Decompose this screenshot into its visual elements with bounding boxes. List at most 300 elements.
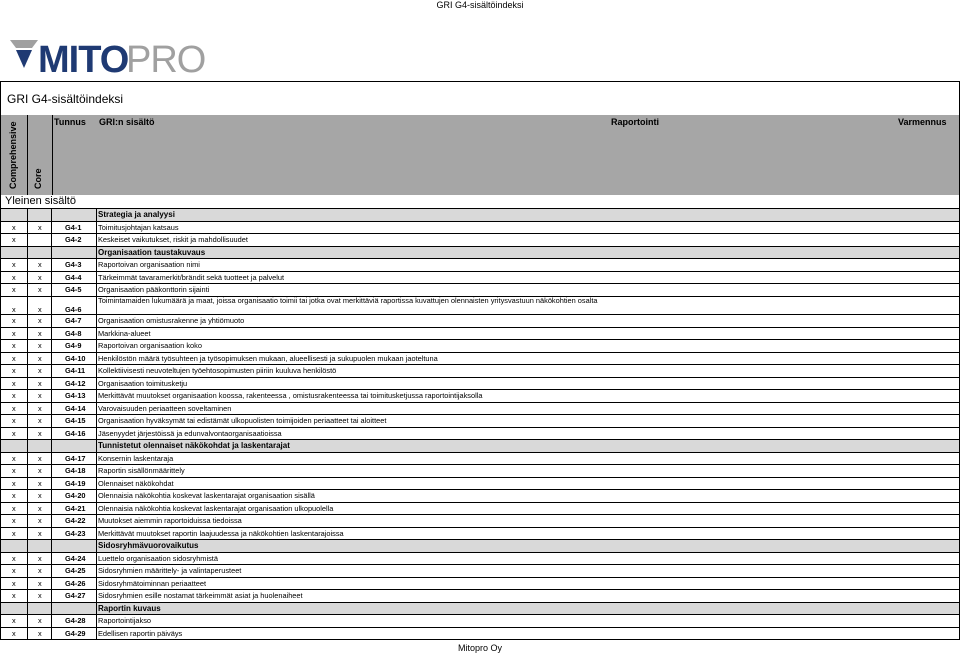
comprehensive-cell [0, 378, 28, 390]
code-cell [52, 415, 97, 427]
code-cell [52, 259, 97, 271]
core-cell-text: x [38, 591, 42, 600]
comprehensive-cell-text: x [12, 328, 16, 338]
table-row [0, 465, 960, 478]
comprehensive-cell [0, 528, 28, 540]
code-cell-text: G4-4 [65, 272, 82, 282]
description-cell [97, 615, 960, 627]
description-cell [97, 578, 960, 590]
description-cell-text: Olennaisia näkökohtia koskevat laskentarajat organisaation sisällä [98, 491, 315, 500]
comprehensive-cell-text: x [12, 578, 16, 588]
core-cell [27, 390, 52, 402]
description-cell-text: Organisaation taustakuvaus [98, 247, 206, 257]
page-title: GRI G4-sisältöindeksi [436, 0, 524, 10]
description-cell [97, 540, 960, 552]
section-general [0, 195, 960, 209]
comprehensive-cell-text: x [12, 428, 16, 438]
code-cell [52, 284, 97, 296]
core-cell [27, 340, 52, 352]
description-cell [97, 490, 960, 502]
core-cell [27, 440, 52, 452]
description-cell-text: Organisaation toimitusketju [98, 378, 188, 388]
code-cell-text: G4-25 [65, 566, 86, 575]
core-cell [27, 315, 52, 327]
code-cell [52, 272, 97, 284]
svg-text:MITO: MITO [38, 39, 129, 81]
code-cell-text: G4-15 [65, 416, 86, 425]
description-cell [97, 565, 960, 577]
code-cell-text: G4-20 [65, 491, 86, 500]
section-row [0, 603, 960, 616]
description-cell-text: Luettelo organisaation sidosryhmistä [98, 553, 218, 563]
comprehensive-cell [0, 440, 28, 452]
code-cell-text: G4-11 [65, 366, 86, 375]
comprehensive-cell [0, 453, 28, 465]
description-cell [97, 415, 960, 427]
comprehensive-cell [0, 628, 28, 640]
description-cell-text: Olennaiset näkökohdat [98, 478, 174, 488]
table-row [0, 578, 960, 591]
core-cell [27, 365, 52, 377]
code-cell-text: G4-3 [65, 260, 82, 269]
table-row [0, 340, 960, 353]
code-cell-text: G4-24 [65, 553, 86, 563]
comprehensive-cell-text: x [12, 453, 16, 463]
code-cell-text: G4-8 [65, 328, 82, 338]
code-cell [52, 590, 97, 602]
description-cell-text: Toimintamaiden lukumäärä ja maat, joissa organisaatio toimii tai jotka ovat merkittäviä raportissa kuvattujen olennaisten yritysvastuun näkökohtien osalta [98, 295, 598, 305]
code-cell [52, 353, 97, 365]
core-cell-text: x [38, 453, 42, 463]
code-cell-text: G4-17 [65, 453, 86, 463]
core-cell-text: x [38, 366, 42, 375]
table-row [0, 272, 960, 285]
comprehensive-cell-text: x [12, 222, 16, 232]
core-cell-text [27, 235, 38, 244]
description-cell-text: Organisaation omistusrakenne ja yhtiömuoto [98, 316, 245, 325]
code-cell-text: G4-21 [65, 503, 86, 513]
core-cell-text: x [38, 378, 42, 388]
core-cell [27, 222, 52, 234]
section-row [0, 440, 960, 453]
code-cell [52, 340, 97, 352]
code-cell-text: G4-18 [65, 466, 86, 475]
code-cell-text: G4-9 [65, 341, 82, 350]
comprehensive-cell [0, 565, 28, 577]
code-cell-text: G4-7 [65, 316, 82, 325]
comprehensive-cell [0, 284, 28, 296]
code-cell [52, 490, 97, 502]
table-row [0, 328, 960, 341]
code-cell [52, 565, 97, 577]
description-cell [97, 315, 960, 327]
code-cell-text: G4-5 [65, 285, 82, 294]
description-cell [97, 440, 960, 452]
comprehensive-cell-text: x [12, 466, 16, 475]
table-row [0, 628, 960, 641]
description-cell [97, 328, 960, 340]
core-cell-text: x [38, 391, 42, 400]
table-row [0, 297, 960, 316]
code-cell-text: G4-27 [65, 591, 86, 600]
mitopro-logo [10, 38, 206, 81]
section-row [0, 247, 960, 260]
table-row [0, 490, 960, 503]
section-general-label: Yleinen sisältö [5, 195, 76, 207]
comprehensive-cell [0, 503, 28, 515]
table-header [0, 115, 960, 196]
table-row [0, 453, 960, 466]
description-cell [97, 259, 960, 271]
code-cell [52, 209, 97, 221]
comprehensive-cell [0, 315, 28, 327]
table-row [0, 365, 960, 378]
core-cell-text: x [38, 222, 42, 232]
table-row [0, 415, 960, 428]
comprehensive-cell [0, 209, 28, 221]
core-cell [27, 209, 52, 221]
code-cell [52, 503, 97, 515]
header-tunnus: Tunnus [54, 117, 86, 127]
description-cell [97, 503, 960, 515]
comprehensive-cell-text: x [12, 416, 16, 425]
description-cell [97, 465, 960, 477]
core-cell-text: x [38, 578, 42, 588]
table-row [0, 284, 960, 297]
table-row [0, 528, 960, 541]
comprehensive-cell-text: x [12, 503, 16, 513]
description-cell-text: Raportoivan organisaation nimi [98, 260, 200, 269]
comprehensive-cell [0, 234, 28, 246]
description-cell-text: Organisaation pääkonttorin sijainti [98, 285, 210, 294]
core-cell [27, 247, 52, 259]
core-cell-text: x [38, 341, 42, 350]
description-cell [97, 428, 960, 440]
comprehensive-cell-text: x [12, 316, 16, 325]
description-cell [97, 222, 960, 234]
code-cell [52, 440, 97, 452]
description-cell-text: Strategia ja analyysi [98, 210, 175, 219]
description-cell [97, 390, 960, 402]
description-cell [97, 378, 960, 390]
description-cell-text: Olennaisia näkökohtia koskevat laskentarajat organisaation ulkopuolella [98, 503, 334, 513]
header-comprehensive: Comprehensive [8, 121, 18, 189]
core-cell [27, 478, 52, 490]
description-cell [97, 272, 960, 284]
description-cell-text: Konsernin laskentaraja [98, 453, 174, 463]
code-cell [52, 453, 97, 465]
section-row [0, 209, 960, 222]
comprehensive-cell [0, 428, 28, 440]
description-cell [97, 453, 960, 465]
core-cell [27, 603, 52, 615]
table-row [0, 222, 960, 235]
comprehensive-cell [0, 328, 28, 340]
description-cell-text: Markkina-alueet [98, 328, 151, 338]
table-row [0, 353, 960, 366]
description-cell [97, 365, 960, 377]
description-cell-text: Sidosryhmätoiminnan periaatteet [98, 578, 207, 588]
description-cell [97, 209, 960, 221]
core-cell-text: x [38, 260, 42, 269]
comprehensive-cell [0, 415, 28, 427]
description-cell-text: Varovaisuuden periaatteen soveltaminen [98, 403, 232, 413]
table-row [0, 403, 960, 416]
code-cell-text: G4-1 [65, 222, 82, 232]
core-cell-text: x [38, 553, 42, 563]
core-cell [27, 428, 52, 440]
code-cell [52, 428, 97, 440]
core-cell [27, 578, 52, 590]
description-cell [97, 234, 960, 246]
comprehensive-cell-text: x [12, 353, 16, 363]
table-row [0, 565, 960, 578]
core-cell-text: x [38, 428, 42, 438]
code-cell-text: G4-29 [65, 628, 86, 638]
table-row [0, 315, 960, 328]
comprehensive-cell [0, 365, 28, 377]
description-cell-text: Raportin kuvaus [98, 603, 161, 613]
code-cell [52, 378, 97, 390]
description-cell [97, 528, 960, 540]
code-cell-text: G4-14 [65, 403, 86, 413]
core-cell-text: x [38, 304, 42, 314]
core-cell [27, 284, 52, 296]
code-cell-text: G4-23 [65, 528, 86, 538]
code-cell-text: G4-26 [65, 578, 86, 588]
code-cell [52, 234, 97, 246]
comprehensive-cell-text: x [12, 341, 16, 350]
comprehensive-cell [0, 222, 28, 234]
comprehensive-cell [0, 465, 28, 477]
description-cell-text: Raportoivan organisaation koko [98, 341, 202, 350]
core-cell [27, 415, 52, 427]
core-cell [27, 515, 52, 527]
comprehensive-cell [0, 490, 28, 502]
core-cell-text: x [38, 491, 42, 500]
table-row [0, 259, 960, 272]
comprehensive-cell-text: x [12, 591, 16, 600]
table-row [0, 553, 960, 566]
table-row [0, 378, 960, 391]
description-cell [97, 353, 960, 365]
code-cell [52, 540, 97, 552]
description-cell-text: Tärkeimmät tavaramerkit/brändit sekä tuotteet ja palvelut [98, 272, 285, 282]
core-cell [27, 353, 52, 365]
code-cell-text: G4-28 [65, 616, 86, 625]
comprehensive-cell [0, 590, 28, 602]
core-cell-text: x [38, 416, 42, 425]
code-cell [52, 553, 97, 565]
code-cell [52, 403, 97, 415]
description-cell-text: Merkittävät muutokset raportin laajuudessa ja näkökohtien laskentarajoissa [98, 528, 344, 538]
description-cell-text: Keskeiset vaikutukset, riskit ja mahdollisuudet [98, 235, 248, 244]
code-cell-text: G4-22 [65, 516, 86, 525]
code-cell-text: G4-2 [65, 235, 82, 244]
core-cell [27, 328, 52, 340]
code-cell [52, 222, 97, 234]
code-cell-text: G4-19 [65, 478, 86, 488]
comprehensive-cell-text: x [12, 366, 16, 375]
comprehensive-cell [0, 403, 28, 415]
core-cell [27, 453, 52, 465]
description-cell [97, 284, 960, 296]
core-cell-text: x [38, 316, 42, 325]
comprehensive-cell-text: x [12, 403, 16, 413]
code-cell [52, 528, 97, 540]
table-row [0, 428, 960, 441]
comprehensive-cell-text: x [12, 616, 16, 625]
code-cell-text: G4-16 [65, 428, 86, 438]
table-row [0, 478, 960, 491]
description-cell [97, 628, 960, 640]
comprehensive-cell-text: x [12, 378, 16, 388]
code-cell-text: G4-12 [65, 378, 86, 388]
comprehensive-cell-text: x [12, 553, 16, 563]
comprehensive-cell-text: x [12, 391, 16, 400]
comprehensive-cell [0, 247, 28, 259]
code-cell [52, 465, 97, 477]
header-raportointi: Raportointi [611, 117, 659, 127]
comprehensive-cell-text: x [12, 528, 16, 538]
comprehensive-cell [0, 615, 28, 627]
core-cell-text: x [38, 478, 42, 488]
code-cell [52, 247, 97, 259]
comprehensive-cell [0, 390, 28, 402]
comprehensive-cell [0, 578, 28, 590]
comprehensive-cell-text: x [12, 272, 16, 282]
core-cell-text: x [38, 403, 42, 413]
title-bar [0, 81, 960, 117]
description-cell-text: Raportin sisällönmäärittely [98, 466, 185, 475]
code-cell [52, 328, 97, 340]
core-cell [27, 259, 52, 271]
comprehensive-cell-text: x [12, 628, 16, 638]
table-row [0, 615, 960, 628]
core-cell [27, 378, 52, 390]
description-cell [97, 515, 960, 527]
core-cell [27, 465, 52, 477]
comprehensive-cell-text: x [12, 566, 16, 575]
code-cell [52, 478, 97, 490]
core-cell-text: x [38, 285, 42, 294]
comprehensive-cell-text: x [12, 285, 16, 294]
description-cell-text: Jäsenyydet järjestöissä ja edunvalvontaorganisaatioissa [98, 428, 282, 438]
comprehensive-cell [0, 540, 28, 552]
header-core: Core [33, 168, 43, 189]
core-cell-text: x [38, 528, 42, 538]
table-row [0, 234, 960, 247]
comprehensive-cell [0, 297, 28, 315]
comprehensive-cell [0, 259, 28, 271]
description-cell [97, 603, 960, 615]
description-cell [97, 553, 960, 565]
core-cell-text: x [38, 566, 42, 575]
content-table [0, 209, 960, 640]
comprehensive-cell-text: x [12, 478, 16, 488]
comprehensive-cell-text: x [12, 260, 16, 269]
description-cell-text: Sidosryhmien esille nostamat tärkeimmät asiat ja huolenaiheet [98, 591, 303, 600]
core-cell [27, 565, 52, 577]
mitopro-logo-icon [10, 38, 206, 81]
table-row [0, 503, 960, 516]
core-cell [27, 234, 52, 246]
code-cell [52, 390, 97, 402]
footer: Mitopro Oy [457, 643, 502, 653]
core-cell [27, 540, 52, 552]
doc-title: GRI G4-sisältöindeksi [7, 92, 124, 106]
description-cell-text: Raportointijakso [98, 616, 151, 625]
core-cell [27, 590, 52, 602]
core-cell-text: x [38, 516, 42, 525]
core-cell [27, 503, 52, 515]
table-row [0, 590, 960, 603]
table-row [0, 515, 960, 528]
description-cell-text: Sidosryhmien määrittely- ja valintaperusteet [98, 566, 242, 575]
comprehensive-cell [0, 478, 28, 490]
description-cell-text: Kollektiivisesti neuvoteltujen työehtosopimusten piiriin kuuluva henkilöstö [98, 366, 337, 375]
code-cell [52, 315, 97, 327]
code-cell-text: G4-10 [65, 353, 86, 363]
core-cell [27, 297, 52, 315]
core-cell [27, 615, 52, 627]
table-row [0, 390, 960, 403]
core-cell [27, 490, 52, 502]
comprehensive-cell-text: x [12, 516, 16, 525]
comprehensive-cell [0, 515, 28, 527]
description-cell-text: Merkittävät muutokset organisaation koossa, rakenteessa , omistusrakenteessa tai toimitusketjussa raportointijaksolla [98, 391, 483, 400]
comprehensive-cell [0, 603, 28, 615]
description-cell-text: Toimitusjohtajan katsaus [98, 222, 179, 232]
code-cell [52, 615, 97, 627]
comprehensive-cell-text: x [12, 491, 16, 500]
code-cell [52, 365, 97, 377]
header-sisalto: GRI:n sisältö [99, 117, 155, 127]
comprehensive-cell [0, 340, 28, 352]
description-cell-text: Organisaation hyväksymät tai edistämät ulkopuolisten toimijoiden periaatteet tai aloitteet [98, 416, 387, 425]
code-cell [52, 628, 97, 640]
svg-text:PRO: PRO [126, 39, 206, 81]
description-cell [97, 340, 960, 352]
comprehensive-cell [0, 553, 28, 565]
comprehensive-cell-text: x [12, 235, 16, 244]
description-cell [97, 247, 960, 259]
core-cell [27, 403, 52, 415]
core-cell [27, 628, 52, 640]
core-cell-text: x [38, 272, 42, 282]
core-cell-text: x [38, 503, 42, 513]
code-cell-text: G4-6 [65, 304, 82, 314]
description-cell-text: Tunnistetut olennaiset näkökohdat ja laskentarajat [98, 441, 290, 450]
code-cell [52, 603, 97, 615]
comprehensive-cell [0, 272, 28, 284]
description-cell [97, 590, 960, 602]
description-cell [97, 478, 960, 490]
core-cell-text: x [38, 466, 42, 475]
code-cell [52, 297, 97, 315]
code-cell-text: G4-13 [65, 391, 86, 400]
description-cell-text: Edellisen raportin päiväys [98, 628, 183, 638]
core-cell-text: x [38, 628, 42, 638]
header-varmennus: Varmennus [898, 117, 947, 127]
description-cell [97, 297, 960, 315]
description-cell-text: Henkilöstön määrä työsuhteen ja työsopimuksen mukaan, alueellisesti ja sukupuolen mukaan jaoteltuna [98, 353, 438, 363]
comprehensive-cell [0, 353, 28, 365]
core-cell-text: x [38, 328, 42, 338]
core-cell-text: x [38, 616, 42, 625]
description-cell-text: Sidosryhmävuorovaikutus [98, 541, 199, 550]
code-cell [52, 578, 97, 590]
